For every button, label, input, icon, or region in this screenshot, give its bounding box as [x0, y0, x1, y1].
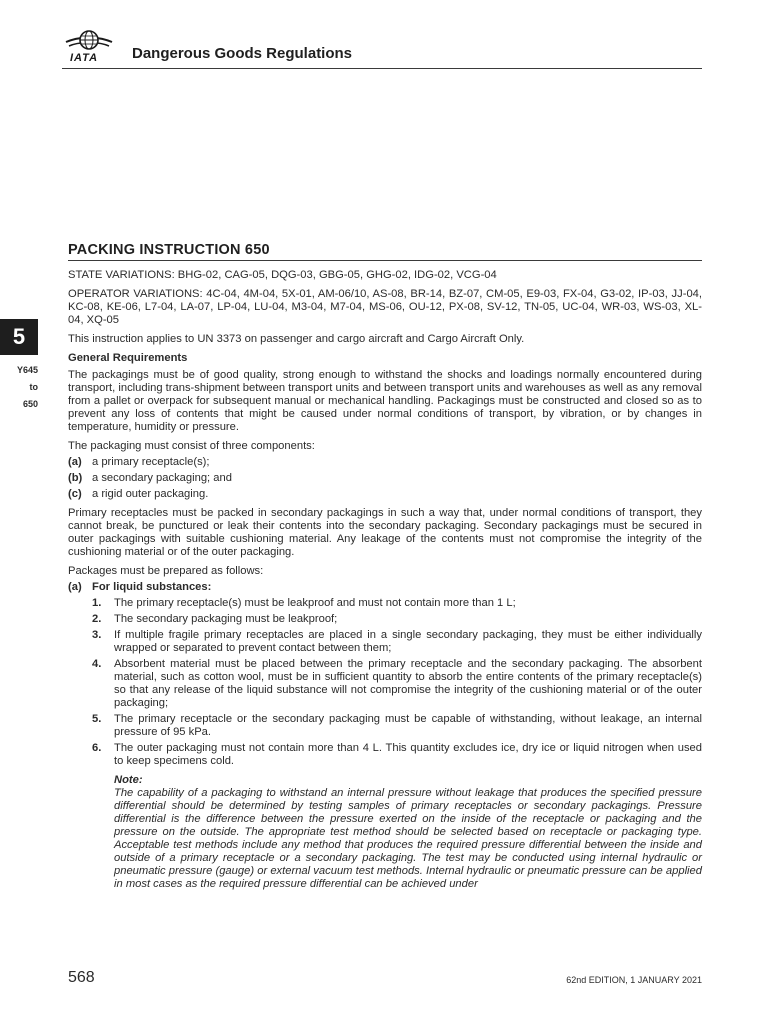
- state-variations: STATE VARIATIONS: BHG-02, CAG-05, DQG-03, GBG-05, GHG-02, IDG-02, VCG-04: [68, 269, 497, 281]
- component-item: [68, 456, 702, 469]
- general-requirements-paragraph: The packagings must be of good quality, strong enough to withstand the shocks and loadings normally encountered during transport, including trans-shipment between transport units and between transport units and warehouses as well as any removal from a pallet or overpack for subsequent manual or mechanical handling. Packagings must be constructed and closed so as to prevent any loss of contents that might be caused under normal conditions of transport, by vibration, or by changes in temperature, humidity or pressure.: [68, 369, 702, 433]
- prepared-intro: Packages must be prepared as follows:: [68, 565, 264, 577]
- range-end: 650: [22, 399, 38, 409]
- liquid-item: [92, 658, 702, 710]
- liquid-item-number: 2.: [92, 613, 102, 625]
- component-label: (b): [68, 472, 83, 484]
- liquid-item: [92, 597, 702, 610]
- edition-label: 62nd EDITION, 1 JANUARY 2021: [566, 975, 702, 985]
- liquid-item-text: The primary receptacle(s) must be leakproof and must not contain more than 1 L;: [114, 597, 516, 609]
- liquid-item: [92, 629, 702, 655]
- liquid-item-number: 4.: [92, 658, 102, 670]
- header-title: Dangerous Goods Regulations: [132, 45, 353, 62]
- liquid-item-text: If multiple fragile primary receptacles are placed in a single secondary packaging, they must be either individually wrapped or separated to prevent contact between them;: [114, 629, 702, 654]
- page-number: 568: [68, 969, 95, 986]
- range-start: Y645: [16, 365, 38, 375]
- liquid-item-number: 1.: [92, 597, 102, 609]
- component-item: [68, 488, 702, 501]
- liquid-item: [92, 713, 702, 739]
- range-to: to: [29, 382, 38, 392]
- component-label: (c): [68, 488, 82, 500]
- pressure-note: [114, 774, 702, 891]
- page-header: [62, 26, 702, 69]
- component-text: a primary receptacle(s);: [92, 456, 210, 468]
- iata-logo-text: IATA: [70, 52, 99, 64]
- chapter-tab: 5: [0, 319, 38, 355]
- chapter-range: [14, 362, 38, 413]
- liquid-item-text: The secondary packaging must be leakproof;: [114, 613, 338, 625]
- liquid-label: (a): [68, 581, 82, 593]
- liquid-item-text: Absorbent material must be placed between the primary receptacle and the secondary packaging. The absorbent material, such as cotton wool, must be in sufficient quantity to absorb the entire contents of the primary receptacle(s) so that any release of the liquid substance will not compromise the integrity of the cushioning material or of the outer packaging;: [114, 658, 702, 709]
- liquid-item: [92, 613, 702, 626]
- main-content: [68, 244, 702, 891]
- liquid-substances-heading: [68, 581, 702, 594]
- note-label: Note:: [114, 774, 143, 786]
- liquid-item-text: The outer packaging must not contain more than 4 L. This quantity excludes ice, dry ice or liquid nitrogen when used to keep specimens cold.: [114, 742, 702, 767]
- liquid-item: [92, 742, 702, 768]
- component-text: a secondary packaging; and: [92, 472, 232, 484]
- liquid-item-number: 6.: [92, 742, 102, 754]
- component-label: (a): [68, 456, 82, 468]
- component-item: [68, 472, 702, 485]
- liquid-item-number: 5.: [92, 713, 102, 725]
- primary-receptacles-paragraph: Primary receptacles must be packed in secondary packagings in such a way that, under normal conditions of transport, they cannot break, be punctured or leak their contents into the secondary packaging. Secondary packagings must be secured in outer packagings with suitable cushioning material. Any leakage of the contents must not compromise the integrity of the cushioning material or of the outer packaging.: [68, 507, 702, 558]
- section-title: PACKING INSTRUCTION 650: [68, 244, 702, 261]
- liquid-item-text: The primary receptacle or the secondary packaging must be capable of withstanding, without leakage, an internal pressure of 95 kPa.: [114, 713, 702, 738]
- applies-statement: This instruction applies to UN 3373 on passenger and cargo aircraft and Cargo Aircraft Only.: [68, 333, 525, 345]
- component-text: a rigid outer packaging.: [92, 488, 209, 500]
- operator-variations: OPERATOR VARIATIONS: 4C-04, 4M-04, 5X-01, AM-06/10, AS-08, BR-14, BZ-07, CM-05, E9-03, FX-04, G3-02, IP-03, JJ-04, KC-08, KE-06, L7-04, LA-07, LP-04, LU-04, M3-04, M7-04, MS-06, OU-12, PX-08, SV-12, TN-05, UC-04, WR-03, WS-03, XL-04, XQ-05: [68, 288, 702, 326]
- components-intro: The packaging must consist of three components:: [68, 440, 315, 452]
- liquid-heading-text: For liquid substances:: [92, 581, 212, 593]
- note-text: The capability of a packaging to withstand an internal pressure without leakage that produces the specified pressure differential should be determined by testing samples of primary receptacles or secondary packagings. Pressure differential is the difference between the pressure exerted on the inside of the receptacle or packaging and the pressure on the outside. The appropriate test method should be selected based on receptacle or packaging type. Acceptable test methods include any method that produces the required pressure differential between the inside and outside of a primary receptacle or a secondary packaging. The test may be conducted using internal hydraulic or pneumatic pressure (gauge) or external vacuum test methods. Internal hydraulic or pneumatic pressure can be applied in most cases as the required pressure differential can be achieved under: [114, 787, 702, 890]
- liquid-item-number: 3.: [92, 629, 102, 641]
- general-requirements-heading: General Requirements: [68, 352, 188, 364]
